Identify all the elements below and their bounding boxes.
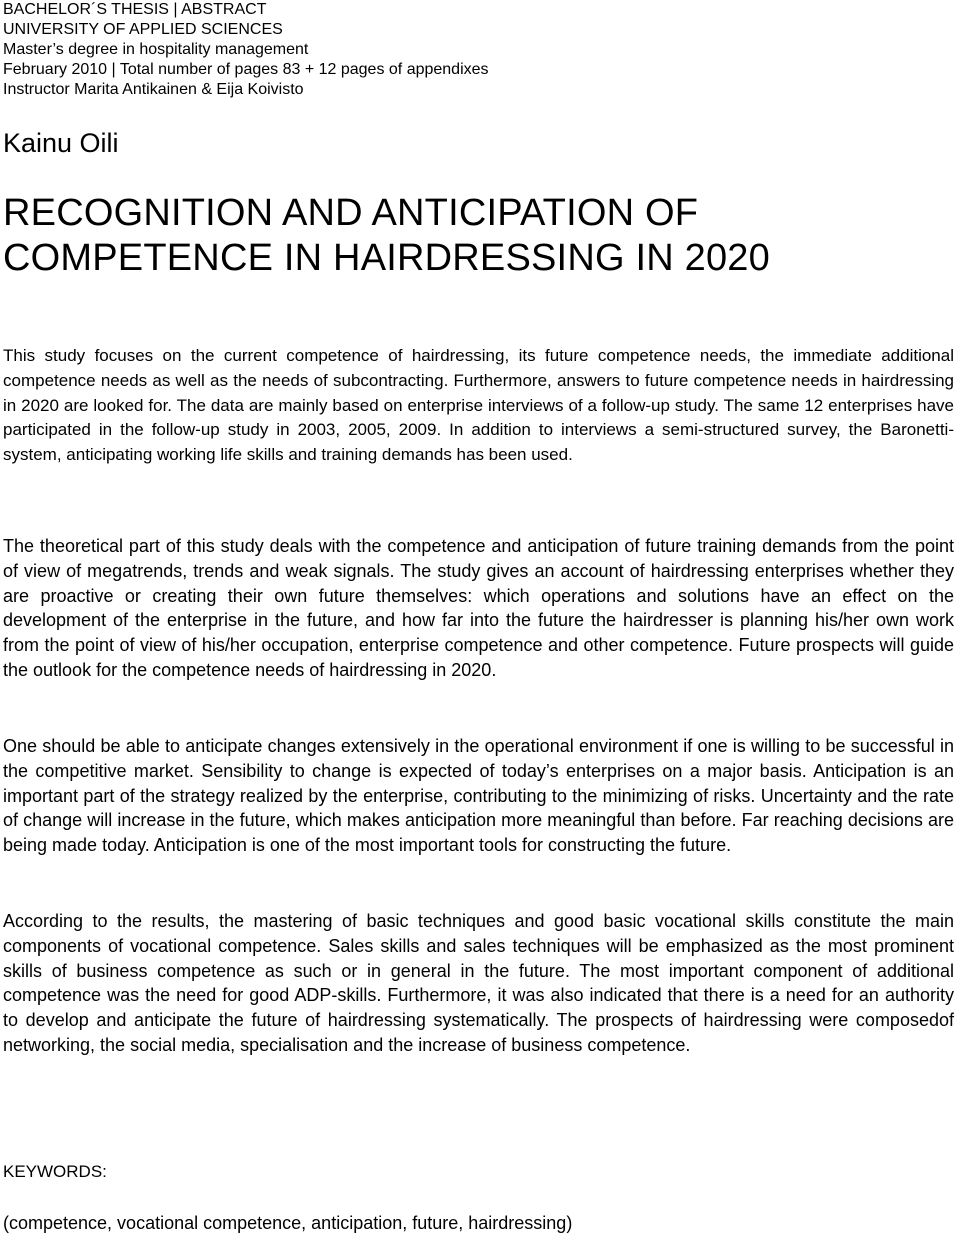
keywords-list: (competence, vocational competence, anticipation, future, hairdressing) [3,1213,573,1233]
thesis-title [3,191,770,281]
abstract-paragraph-2: The theoretical part of this study deals with the competence and anticipation of future training demands from the point of view of megatrends, trends and weak signals. The study gives an account of hairdressing enterprises whether they are proactive or creating their own future themselves: which operations and solutions have an effect on the development of the enterprise in the future, and how far into the future the hairdresser is planning his/her own work from the point of view of his/her occupation, enterprise competence and other competence. Future prospects will guide the outlook for the competence needs of hairdressing in 2020. [3,536,954,680]
thesis-title-line-2: COMPETENCE IN HAIRDRESSING IN 2020 [3,237,770,279]
abstract-paragraph-1: This study focuses on the current competence of hairdressing, its future competence needs, the immediate additional competence needs as well as the needs of subcontracting. Furthermore, answers to future competence needs in hairdressing in 2020 are looked for. The data are mainly based on enterprise interviews of a follow-up study. The same 12 enterprises have participated in the follow-up study in 2003, 2005, 2009. In addition to interviews a semi-structured survey, the Baronetti-system, anticipating working life skills and training demands has been used. [3,346,954,465]
thesis-type: BACHELOR´S THESIS | ABSTRACT [3,1,267,18]
university-name: UNIVERSITY OF APPLIED SCIENCES [3,21,283,38]
date-and-page-count: February 2010 | Total number of pages 83 + 12 pages of appendixes [3,61,489,78]
keywords-label: KEYWORDS: [3,1162,107,1181]
instructors: Instructor Marita Antikainen & Eija Koivisto [3,81,304,98]
degree-programme: Master’s degree in hospitality management [3,41,309,58]
abstract-paragraph-4: According to the results, the mastering of basic techniques and good basic vocational skills constitute the main components of vocational competence. Sales skills and sales techniques will be emphasized as the most prominent skills of business competence as such or in general in the future. The most important component of additional competence was the need for good ADP-skills. Furthermore, it was also indicated that there is a need for an authority to develop and anticipate the future of hairdressing systematically. The prospects of hairdressing were composedof networking, the social media, specialisation and the increase of business competence. [3,911,954,1055]
author-name: Kainu Oili [3,128,119,158]
document-header [3,0,489,100]
thesis-title-line-1: RECOGNITION AND ANTICIPATION OF [3,192,699,234]
abstract-paragraph-3: One should be able to anticipate changes extensively in the operational environment if one is willing to be successful in the competitive market. Sensibility to change is expected of today’s enterprises on a major basis. Anticipation is an important part of the strategy realized by the enterprise, contributing to the minimizing of risks. Uncertainty and the rate of change will increase in the future, which makes anticipation more meaningful than before. Far reaching decisions are being made today. Anticipation is one of the most important tools for constructing the future. [3,736,954,856]
